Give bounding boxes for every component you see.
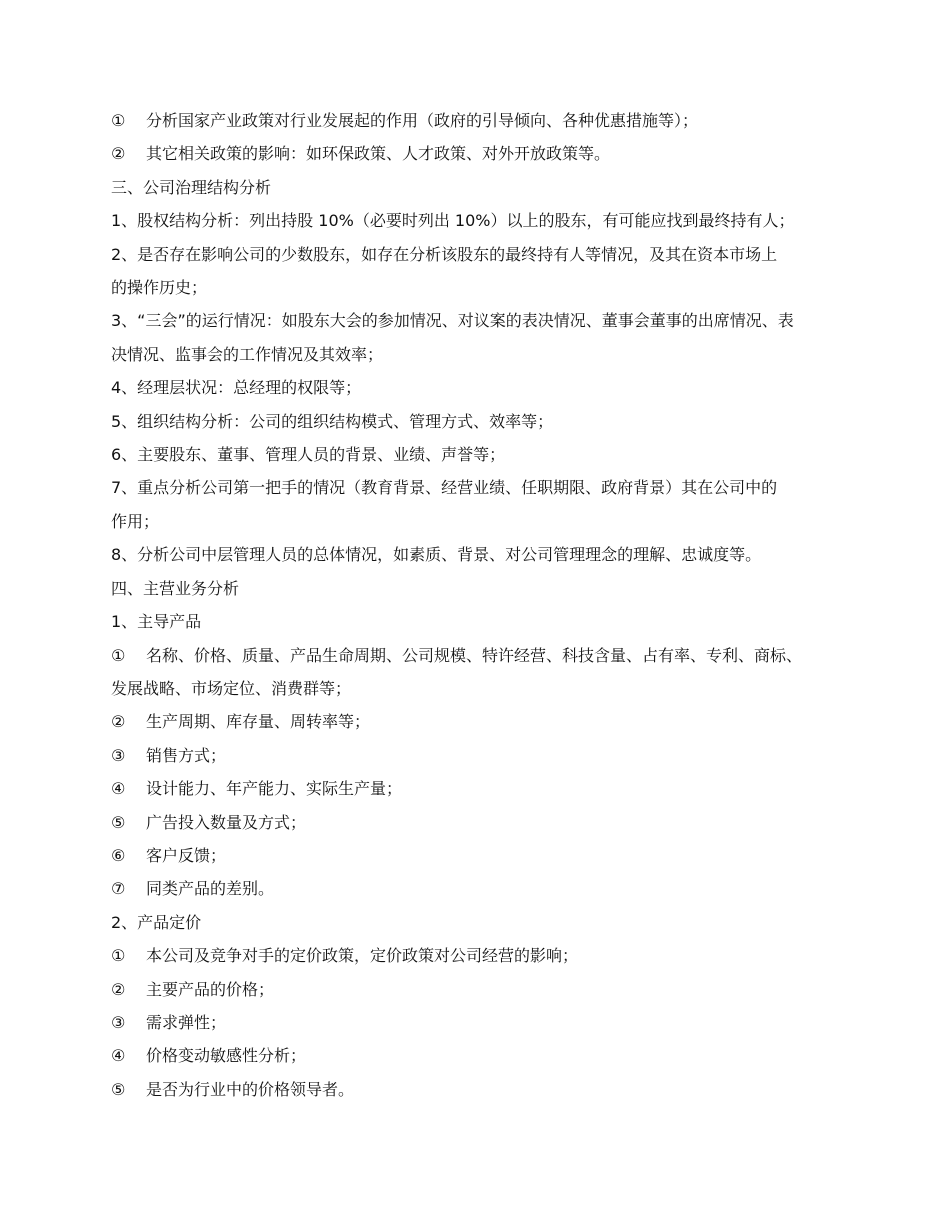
list-marker: ① xyxy=(111,946,126,966)
line-text: 客户反馈； xyxy=(146,845,227,865)
list-item xyxy=(111,973,851,1006)
list-marker: ⑤ xyxy=(111,1079,126,1099)
list-item xyxy=(111,639,851,672)
line-text: 其它相关政策的影响：如环保政策、人才政策、对外开放政策等。 xyxy=(146,144,611,164)
list-marker: ⑤ xyxy=(111,812,126,832)
list-item xyxy=(111,806,851,839)
section-heading xyxy=(111,171,851,204)
paragraph-line xyxy=(111,238,851,271)
line-text: 本公司及竞争对手的定价政策，定价政策对公司经营的影响； xyxy=(146,946,579,966)
paragraph-line xyxy=(111,271,851,304)
line-text: 销售方式； xyxy=(146,745,227,765)
paragraph-line xyxy=(111,505,851,538)
line-text: 主要产品的价格； xyxy=(146,979,275,999)
document-body xyxy=(111,104,851,1106)
line-text: 同类产品的差别。 xyxy=(146,879,275,899)
list-marker: ① xyxy=(111,645,126,665)
list-item xyxy=(111,104,851,137)
line-text: 3、“三会”的运行情况：如股东大会的参加情况、对议案的表决情况、董事会董事的出席情况、表 xyxy=(111,311,794,331)
line-text: 8、分析公司中层管理人员的总体情况，如素质、背景、对公司管理理念的理解、忠诚度等。 xyxy=(111,545,762,565)
list-marker: ④ xyxy=(111,779,126,799)
list-marker: ③ xyxy=(111,1012,126,1032)
line-text: 2、产品定价 xyxy=(111,912,202,932)
list-item xyxy=(111,1039,851,1072)
line-text: 四、主营业务分析 xyxy=(111,578,240,598)
list-marker: ② xyxy=(111,712,126,732)
paragraph-line xyxy=(111,204,851,237)
section-heading xyxy=(111,572,851,605)
list-marker: ⑦ xyxy=(111,879,126,899)
subsection-heading xyxy=(111,906,851,939)
line-text: 发展战略、市场定位、消费群等； xyxy=(111,678,352,698)
list-marker: ① xyxy=(111,111,126,130)
list-marker: ② xyxy=(111,979,126,999)
paragraph-line xyxy=(111,672,851,705)
line-text: 2、是否存在影响公司的少数股东，如存在分析该股东的最终持有人等情况，及其在资本市场上 xyxy=(111,244,778,264)
line-text: 5、组织结构分析：公司的组织结构模式、管理方式、效率等； xyxy=(111,411,554,431)
line-text: 4、经理层状况：总经理的权限等； xyxy=(111,378,362,398)
list-marker: ③ xyxy=(111,745,126,765)
paragraph-line xyxy=(111,538,851,571)
line-text: 是否为行业中的价格领导者。 xyxy=(146,1079,355,1099)
list-item xyxy=(111,939,851,972)
list-item xyxy=(111,772,851,805)
list-marker: ④ xyxy=(111,1046,126,1066)
line-text: 的操作历史； xyxy=(111,278,208,298)
line-text: 需求弹性； xyxy=(146,1012,227,1032)
line-text: 决情况、监事会的工作情况及其效率； xyxy=(111,344,384,364)
paragraph-line xyxy=(111,338,851,371)
subsection-heading xyxy=(111,605,851,638)
line-text: 7、重点分析公司第一把手的情况（教育背景、经营业绩、任职期限、政府背景）其在公司中的 xyxy=(111,478,778,498)
line-text: 生产周期、库存量、周转率等； xyxy=(146,712,371,732)
line-text: 分析国家产业政策对行业发展起的作用（政府的引导倾向、各种优惠措施等）； xyxy=(146,111,699,130)
paragraph-line xyxy=(111,405,851,438)
paragraph-line xyxy=(111,471,851,504)
list-item xyxy=(111,872,851,905)
list-item xyxy=(111,839,851,872)
line-text: 1、主导产品 xyxy=(111,612,202,632)
line-text: 6、主要股东、董事、管理人员的背景、业绩、声誉等； xyxy=(111,445,506,465)
list-item xyxy=(111,739,851,772)
line-text: 三、公司治理结构分析 xyxy=(111,177,272,197)
list-marker: ② xyxy=(111,144,126,164)
paragraph-line xyxy=(111,304,851,337)
line-text: 广告投入数量及方式； xyxy=(146,812,307,832)
list-item xyxy=(111,137,851,170)
list-item xyxy=(111,1073,851,1106)
list-marker: ⑥ xyxy=(111,845,126,865)
line-text: 作用； xyxy=(111,511,160,531)
list-item xyxy=(111,705,851,738)
line-text: 名称、价格、质量、产品生命周期、公司规模、特许经营、科技含量、占有率、专利、商标、 xyxy=(146,645,803,665)
paragraph-line xyxy=(111,438,851,471)
paragraph-line xyxy=(111,371,851,404)
line-text: 设计能力、年产能力、实际生产量； xyxy=(146,779,403,799)
line-text: 价格变动敏感性分析； xyxy=(146,1046,307,1066)
line-text: 1、股权结构分析：列出持股 10%（必要时列出 10%）以上的股东，有可能应找到最终持有人； xyxy=(111,211,795,231)
list-item xyxy=(111,1006,851,1039)
